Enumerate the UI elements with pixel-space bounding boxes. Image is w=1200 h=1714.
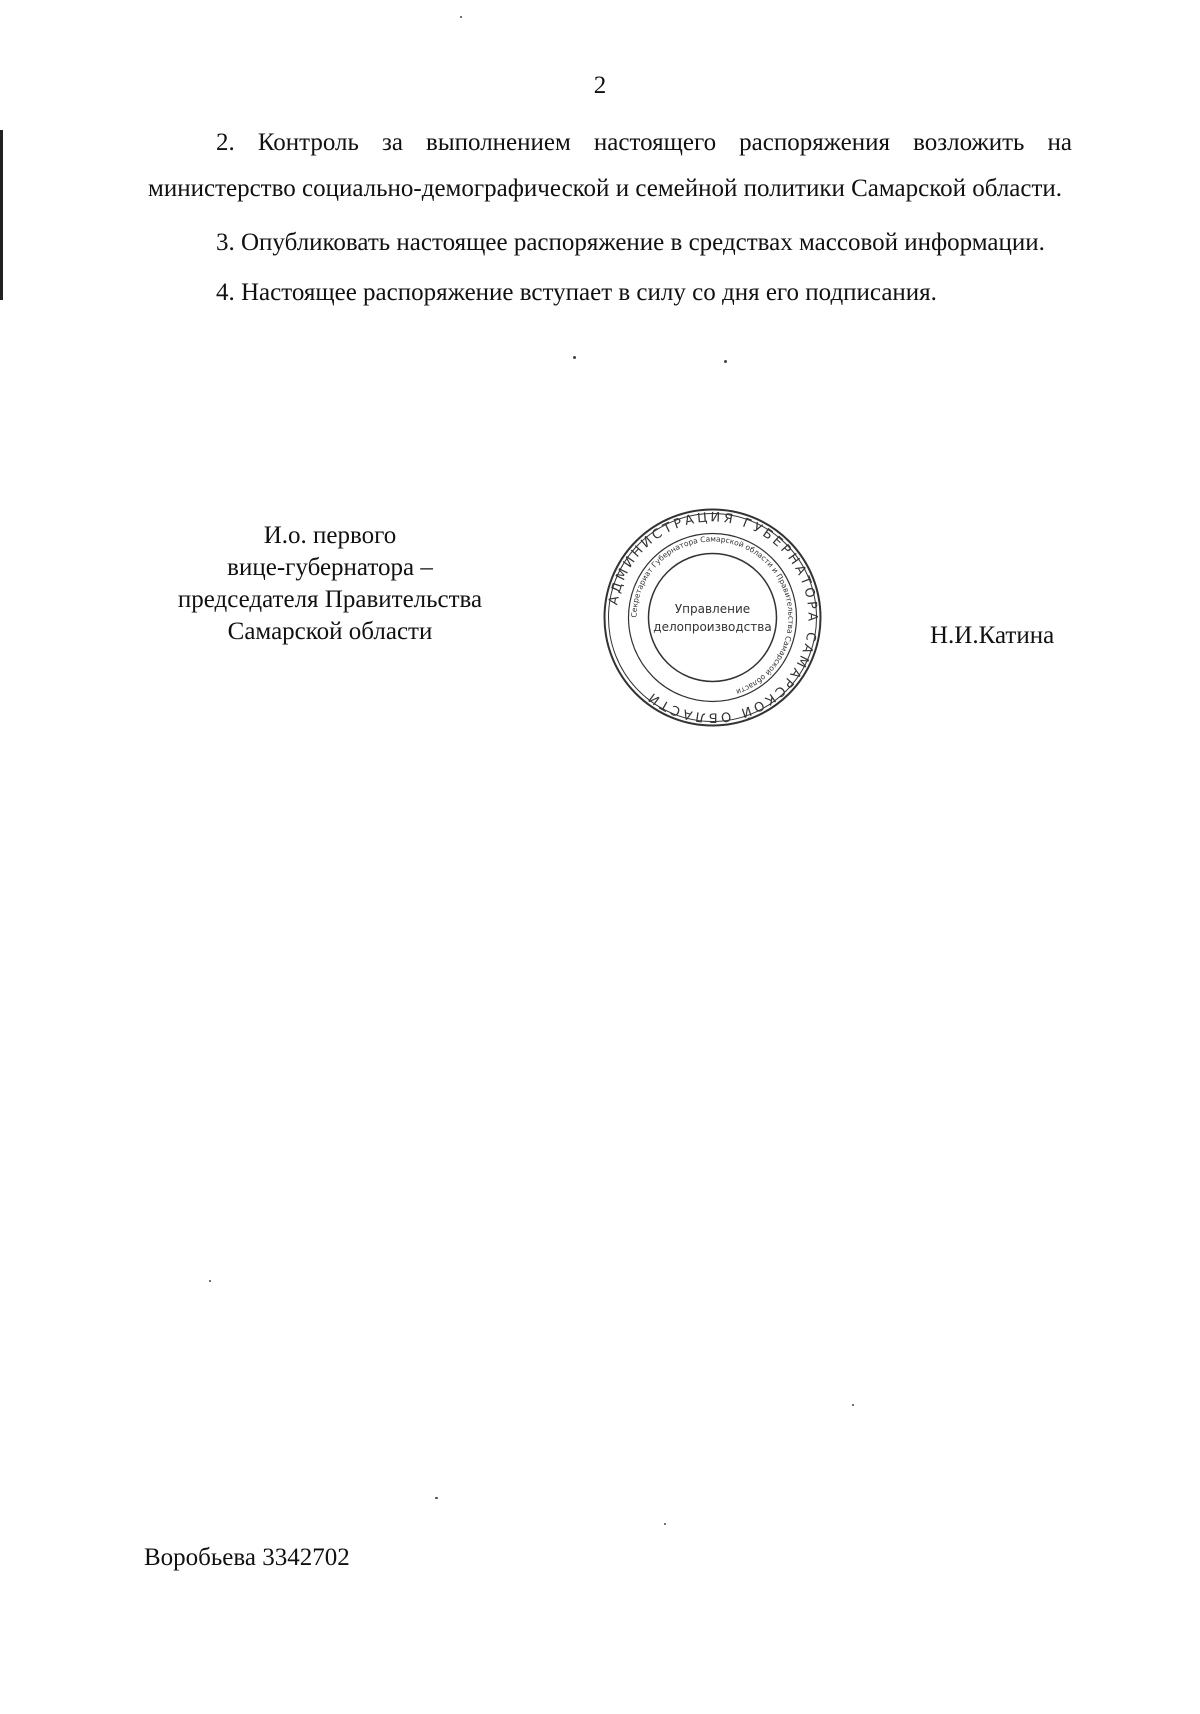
stamp-middle-text: Секретариат Губернатора Самарской области и Правительства Самарской области (629, 534, 796, 697)
scan-speck (852, 1404, 854, 1406)
stamp-center-line2: делопроизводства (653, 620, 772, 634)
stamp-outer-text: АДМИНИСТРАЦИЯ ГУБЕРНАТОРА САМАРСКОЙ ОБЛАСТИ (606, 510, 820, 725)
paragraph-publish: 3. Опубликовать настоящее распоряжение в средствах массовой информации. (216, 229, 1045, 256)
paragraph-effective: 4. Настоящее распоряжение вступает в силу со дня его подписания. (216, 279, 937, 306)
scan-speck (573, 356, 576, 359)
signer-title (140, 520, 520, 648)
scan-speck (664, 1523, 666, 1525)
order-body (148, 120, 1072, 324)
page-number: 2 (593, 72, 607, 99)
official-stamp (600, 505, 825, 730)
stamp-center-line1: Управление (674, 602, 751, 616)
signer-name: Н.И.Катина (930, 622, 1055, 649)
scan-speck (724, 360, 727, 363)
signer-title-line: вице-губернатора – (227, 554, 433, 581)
scan-speck (435, 1497, 438, 1499)
paragraph-control: 2. Контроль за выполнением настоящего распоряжения возложить на министерство социально-демографической и семейной политики Самарской области. (148, 129, 1072, 202)
scan-speck (209, 1280, 211, 1282)
signer-title-line: И.о. первого (263, 522, 397, 549)
scan-speck (460, 16, 462, 18)
signer-title-line: председателя Правительства (177, 586, 483, 613)
executor-contact: Воробьева 3342702 (144, 1544, 350, 1571)
scan-margin-mark (0, 130, 3, 300)
stamp-seal-icon (600, 505, 825, 730)
signer-title-line: Самарской области (227, 618, 433, 645)
